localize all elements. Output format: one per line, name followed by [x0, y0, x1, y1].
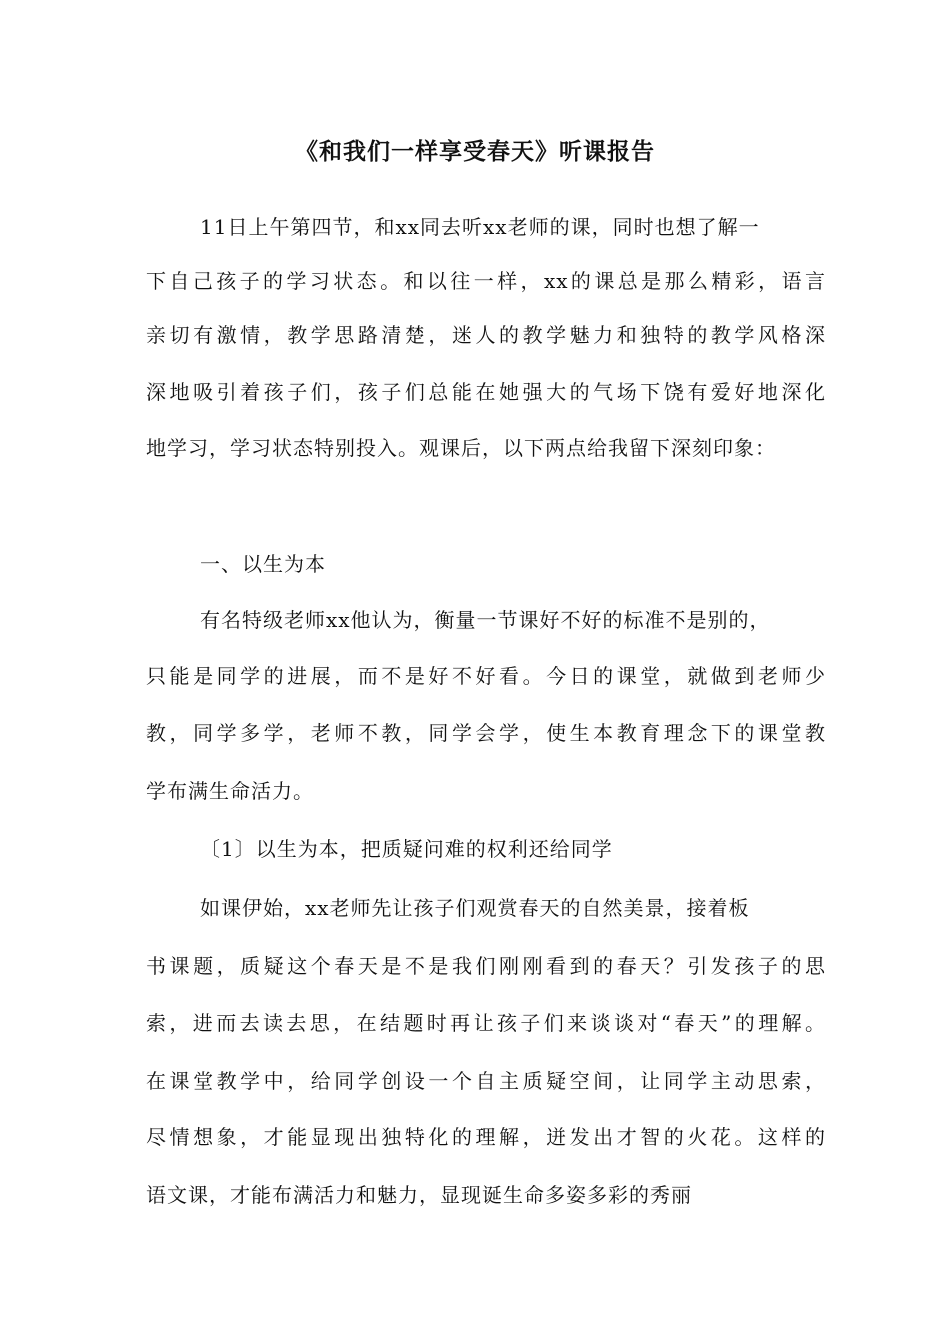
- intro-line-5: 地学习，学习状态特别投入。观课后，以下两点给我留下深刻印象：: [146, 436, 776, 460]
- intro-line-1: 11日上午第四节，和xx同去听xx老师的课，同时也想了解一: [200, 215, 760, 239]
- intro-line-4: 深地吸引着孩子们，孩子们总能在她强大的气场下饶有爱好地深化: [146, 380, 826, 404]
- subsection1-line-5: 尽情想象，才能显现出独特化的理解，迸发出才智的火花。这样的: [146, 1125, 826, 1149]
- subsection1-line-1: 如课伊始，xx老师先让孩子们观赏春天的自然美景，接着板: [200, 896, 750, 920]
- page-title: 《和我们一样享受春天》听课报告: [295, 138, 655, 165]
- section1-line-4: 学布满生命活力。: [146, 779, 314, 803]
- section1-line-1: 有名特级老师xx他认为，衡量一节课好不好的标准不是别的，: [200, 608, 771, 632]
- subsection1-line-6: 语文课，才能布满活力和魅力，显现诞生命多姿多彩的秀丽: [146, 1183, 692, 1207]
- subsection1-line-2: 书课题，质疑这个春天是不是我们刚刚看到的春天？引发孩子的思: [146, 954, 826, 978]
- subsection1-line-4: 在课堂教学中，给同学创设一个自主质疑空间，让同学主动思索，: [146, 1069, 826, 1093]
- intro-line-3: 亲切有激情，教学思路清楚，迷人的教学魅力和独特的教学风格深: [146, 323, 826, 347]
- section1-line-2: 只能是同学的进展，而不是好不好看。今日的课堂，就做到老师少: [146, 664, 826, 688]
- subsection1-heading: 〔1〕以生为本，把质疑问难的权利还给同学: [200, 837, 613, 861]
- intro-line-2: 下自己孩子的学习状态。和以往一样，xx的课总是那么精彩，语言: [146, 269, 826, 293]
- section1-heading: 一、以生为本: [200, 552, 326, 576]
- subsection1-line-3: 索，进而去读去思，在结题时再让孩子们来谈谈对“春天”的理解。: [146, 1011, 826, 1035]
- section1-line-3: 教，同学多学，老师不教，同学会学，使生本教育理念下的课堂教: [146, 721, 826, 745]
